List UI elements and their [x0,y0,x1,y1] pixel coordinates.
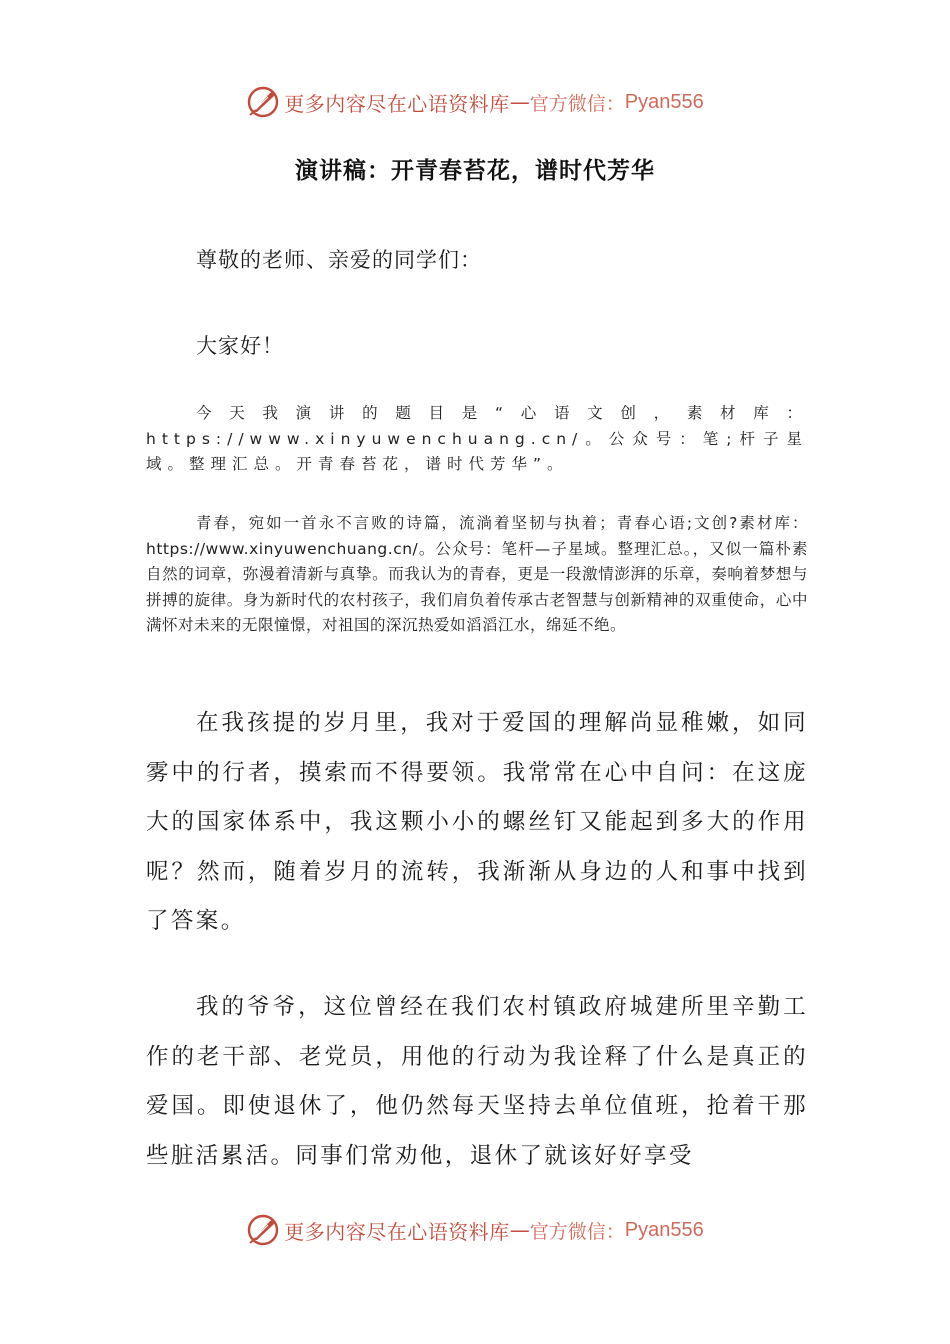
promo-text: 更多内容尽在心语资料库 [284,91,510,116]
separator-dash: — [509,1218,530,1242]
quill-logo-icon [246,85,280,119]
paragraph-youth: 青春，宛如一首永不言败的诗篇，流淌着坚韧与执着；青春心语;文创?素材库：https://www.xinyuwenchuang.cn/。公众号：笔杆—子星域。整理汇总。，又似一篇朴素自然的词章，弥漫着清新与真挚。而我认为的青春，更是一段激情澎湃的乐章，奏响着梦想与拼搏的旋律。身为新时代的农村孩子，我们肩负着传承古老智慧与创新精神的双重使命，心中满怀对未来的无限憧憬，对祖国的深沉热爱如滔滔江水，绵延不绝。 [146,514,808,634]
paragraph-topic: 今天我演讲的题目是“心语文创，素材库：https://www.xinyuwenchuang.cn/。公众号：笔;杆子星域。整理汇总。开青春苔花，谱时代芳华”。 [146,404,808,473]
separator-dash: — [509,90,530,114]
wechat-label: 官方微信： [529,1220,625,1243]
salutation: 尊敬的老师、亲爱的同学们： [196,248,482,272]
header-banner [0,82,950,122]
paragraph-childhood: 在我孩提的岁月里，我对于爱国的理解尚显稚嫩，如同雾中的行者，摸索而不得要领。我常常在心中自问：在这庞大的国家体系中，我这颗小小的螺丝钉又能起到多大的作用呢？然而，随着岁月的流转，我渐渐从身边的人和事中找到了答案。 [146,710,808,934]
promo-text: 更多内容尽在心语资料库 [284,1219,510,1244]
document-title: 演讲稿：开青春苔花，谱时代芳华 [295,158,655,184]
wechat-id: Pyan556 [624,1218,704,1241]
footer-banner [0,1210,950,1250]
wechat-id: Pyan556 [624,90,704,113]
wechat-label: 官方微信： [529,92,625,115]
greeting: 大家好！ [196,334,284,358]
quill-logo-icon [246,1213,280,1247]
paragraph-grandfather: 我的爷爷，这位曾经在我们农村镇政府城建所里辛勤工作的老干部、老党员，用他的行动为我诠释了什么是真正的爱国。即使退休了，他仍然每天坚持去单位值班，抢着干那些脏活累活。同事们常劝他，退休了就该好好享受 [146,994,808,1169]
